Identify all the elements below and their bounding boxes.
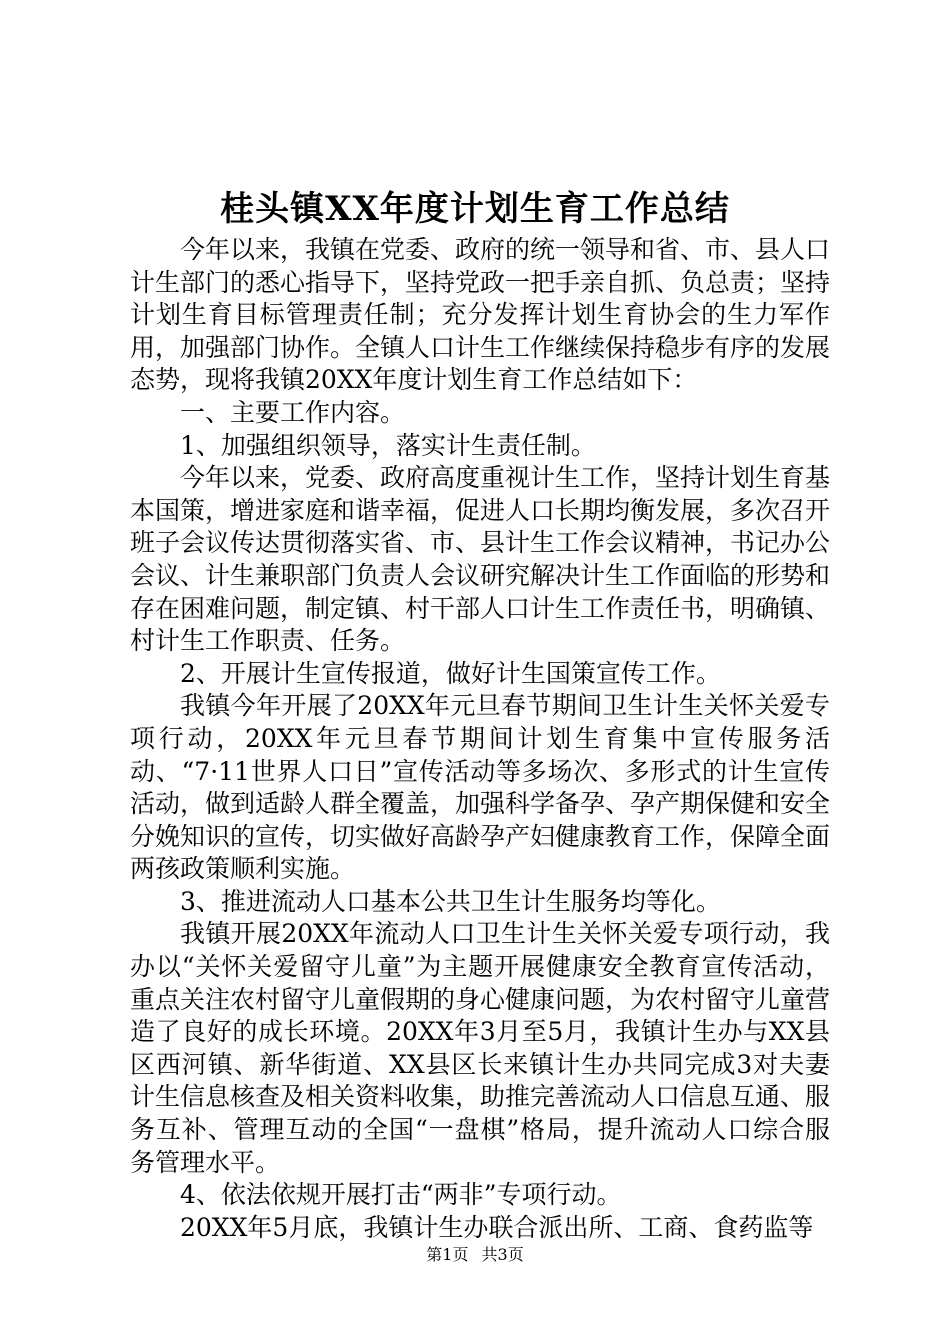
page-footer	[0, 1244, 950, 1266]
paragraph-4: 20XX年5月底，我镇计生办联合派出所、工商、食药监等	[180, 1212, 814, 1242]
subheading-4: 4、依法依规开展打击“两非”专项行动。	[180, 1180, 622, 1210]
page-total: 共3页	[481, 1245, 524, 1264]
subheading-1: 1、加强组织领导，落实计生责任制。	[180, 430, 596, 460]
subheading-3: 3、推进流动人口基本公共卫生计生服务均等化。	[180, 886, 721, 916]
paragraph-intro: 今年以来，我镇在党委、政府的统一领导和省、市、县人口计生部门的悉心指导下，坚持党政一把手亲自抓、负总责；坚持计划生育目标管理责任制；充分发挥计划生育协会的生力军作用，加强部门协作。全镇人口计生工作继续保持稳步有序的发展态势，现将我镇20XX年度计划生育工作总结如下：	[130, 235, 831, 395]
subheading-2: 2、开展计生宣传报道，做好计生国策宣传工作。	[180, 658, 721, 688]
page-number: 第1页	[426, 1245, 469, 1264]
paragraph-1: 今年以来，党委、政府高度重视计生工作，坚持计划生育基本国策，增进家庭和谐幸福，促进人口长期均衡发展，多次召开班子会议传达贯彻落实省、市、县计生工作会议精神，书记办公会议、计生兼职部门负责人会议研究解决计生工作面临的形势和存在困难问题，制定镇、村干部人口计生工作责任书，明确镇、村计生工作职责、任务。	[130, 463, 831, 656]
section-heading-main-work: 一、主要工作内容。	[180, 397, 406, 427]
document-title: 桂头镇XX年度计划生育工作总结	[220, 189, 730, 229]
paragraph-2: 我镇今年开展了20XX年元旦春节期间卫生计生关怀关爱专项行动，20XX年元旦春节期间计划生育集中宣传服务活动、“7·11世界人口日”宣传活动等多场次、多形式的计生宣传活动，做到适龄人群全覆盖，加强科学备孕、孕产期保健和安全分娩知识的宣传，切实做好高龄孕产妇健康教育工作，保障全面两孩政策顺利实施。	[130, 691, 831, 884]
paragraph-3: 我镇开展20XX年流动人口卫生计生关怀关爱专项行动，我办以“关怀关爱留守儿童”为主题开展健康安全教育宣传活动，重点关注农村留守儿童假期的身心健康问题，为农村留守儿童营造了良好的成长环境。20XX年3月至5月，我镇计生办与XX县区西河镇、新华街道、XX县区长来镇计生办共同完成3对夫妻计生信息核查及相关资料收集，助推完善流动人口信息互通、服务互补、管理互动的全国“一盘棋”格局，提升流动人口综合服务管理水平。	[130, 919, 831, 1177]
document-body	[130, 234, 830, 1244]
